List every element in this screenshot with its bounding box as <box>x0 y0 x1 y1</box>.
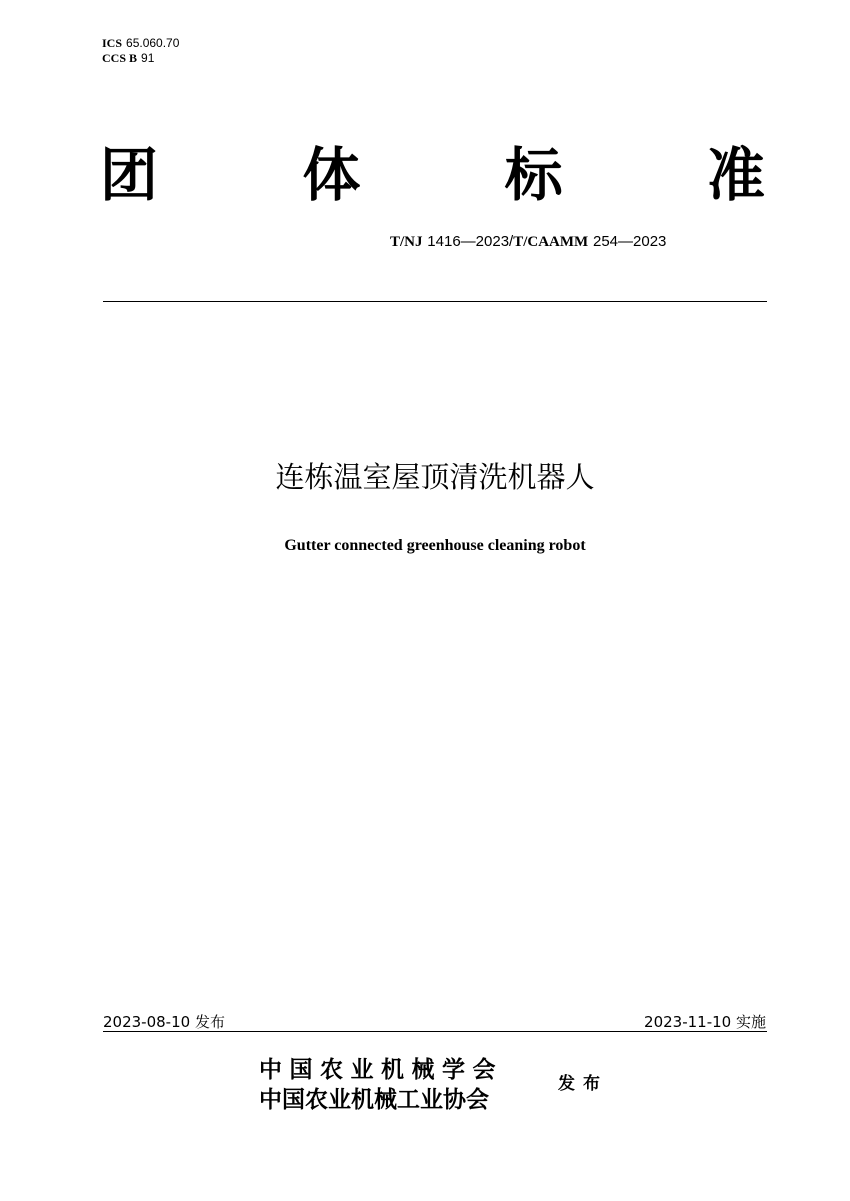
ccs-value: 91 <box>141 51 155 65</box>
classification-codes <box>102 36 179 66</box>
standard-type-char-2: 体 <box>302 141 361 209</box>
publish-action-label: 发布 <box>558 1074 608 1094</box>
standard-number <box>390 231 666 252</box>
publisher-org-2: 中国农业机械工业协会 <box>259 1087 489 1113</box>
document-title-chinese: 连栋温室屋顶清洗机器人 <box>275 460 595 494</box>
standard-type-char-3: 标 <box>504 141 563 209</box>
publisher-org-1: 中国农业机械学会 <box>259 1057 503 1083</box>
standard-prefix-1: T/NJ <box>390 234 423 250</box>
ics-code-row <box>102 36 179 51</box>
standard-type-char-1: 团 <box>100 141 159 209</box>
implement-date: 2023-11-10 实施 <box>644 1013 766 1031</box>
standard-number-2: 254—2023 <box>592 233 667 250</box>
ics-label: ICS <box>102 36 123 50</box>
standard-prefix-2: T/CAAMM <box>513 234 589 250</box>
standard-type-char-4: 准 <box>706 141 765 209</box>
footer-divider <box>103 1031 767 1032</box>
standard-type-heading <box>100 140 765 210</box>
ccs-code-row <box>102 51 179 66</box>
publish-date: 2023-08-10 发布 <box>103 1013 225 1031</box>
document-title-english: Gutter connected greenhouse cleaning robot <box>284 537 586 554</box>
ccs-label: CCS B <box>102 51 138 65</box>
standard-number-1: 1416—2023/ <box>427 233 514 250</box>
header-divider <box>103 301 767 302</box>
ics-value: 65.060.70 <box>126 36 180 50</box>
